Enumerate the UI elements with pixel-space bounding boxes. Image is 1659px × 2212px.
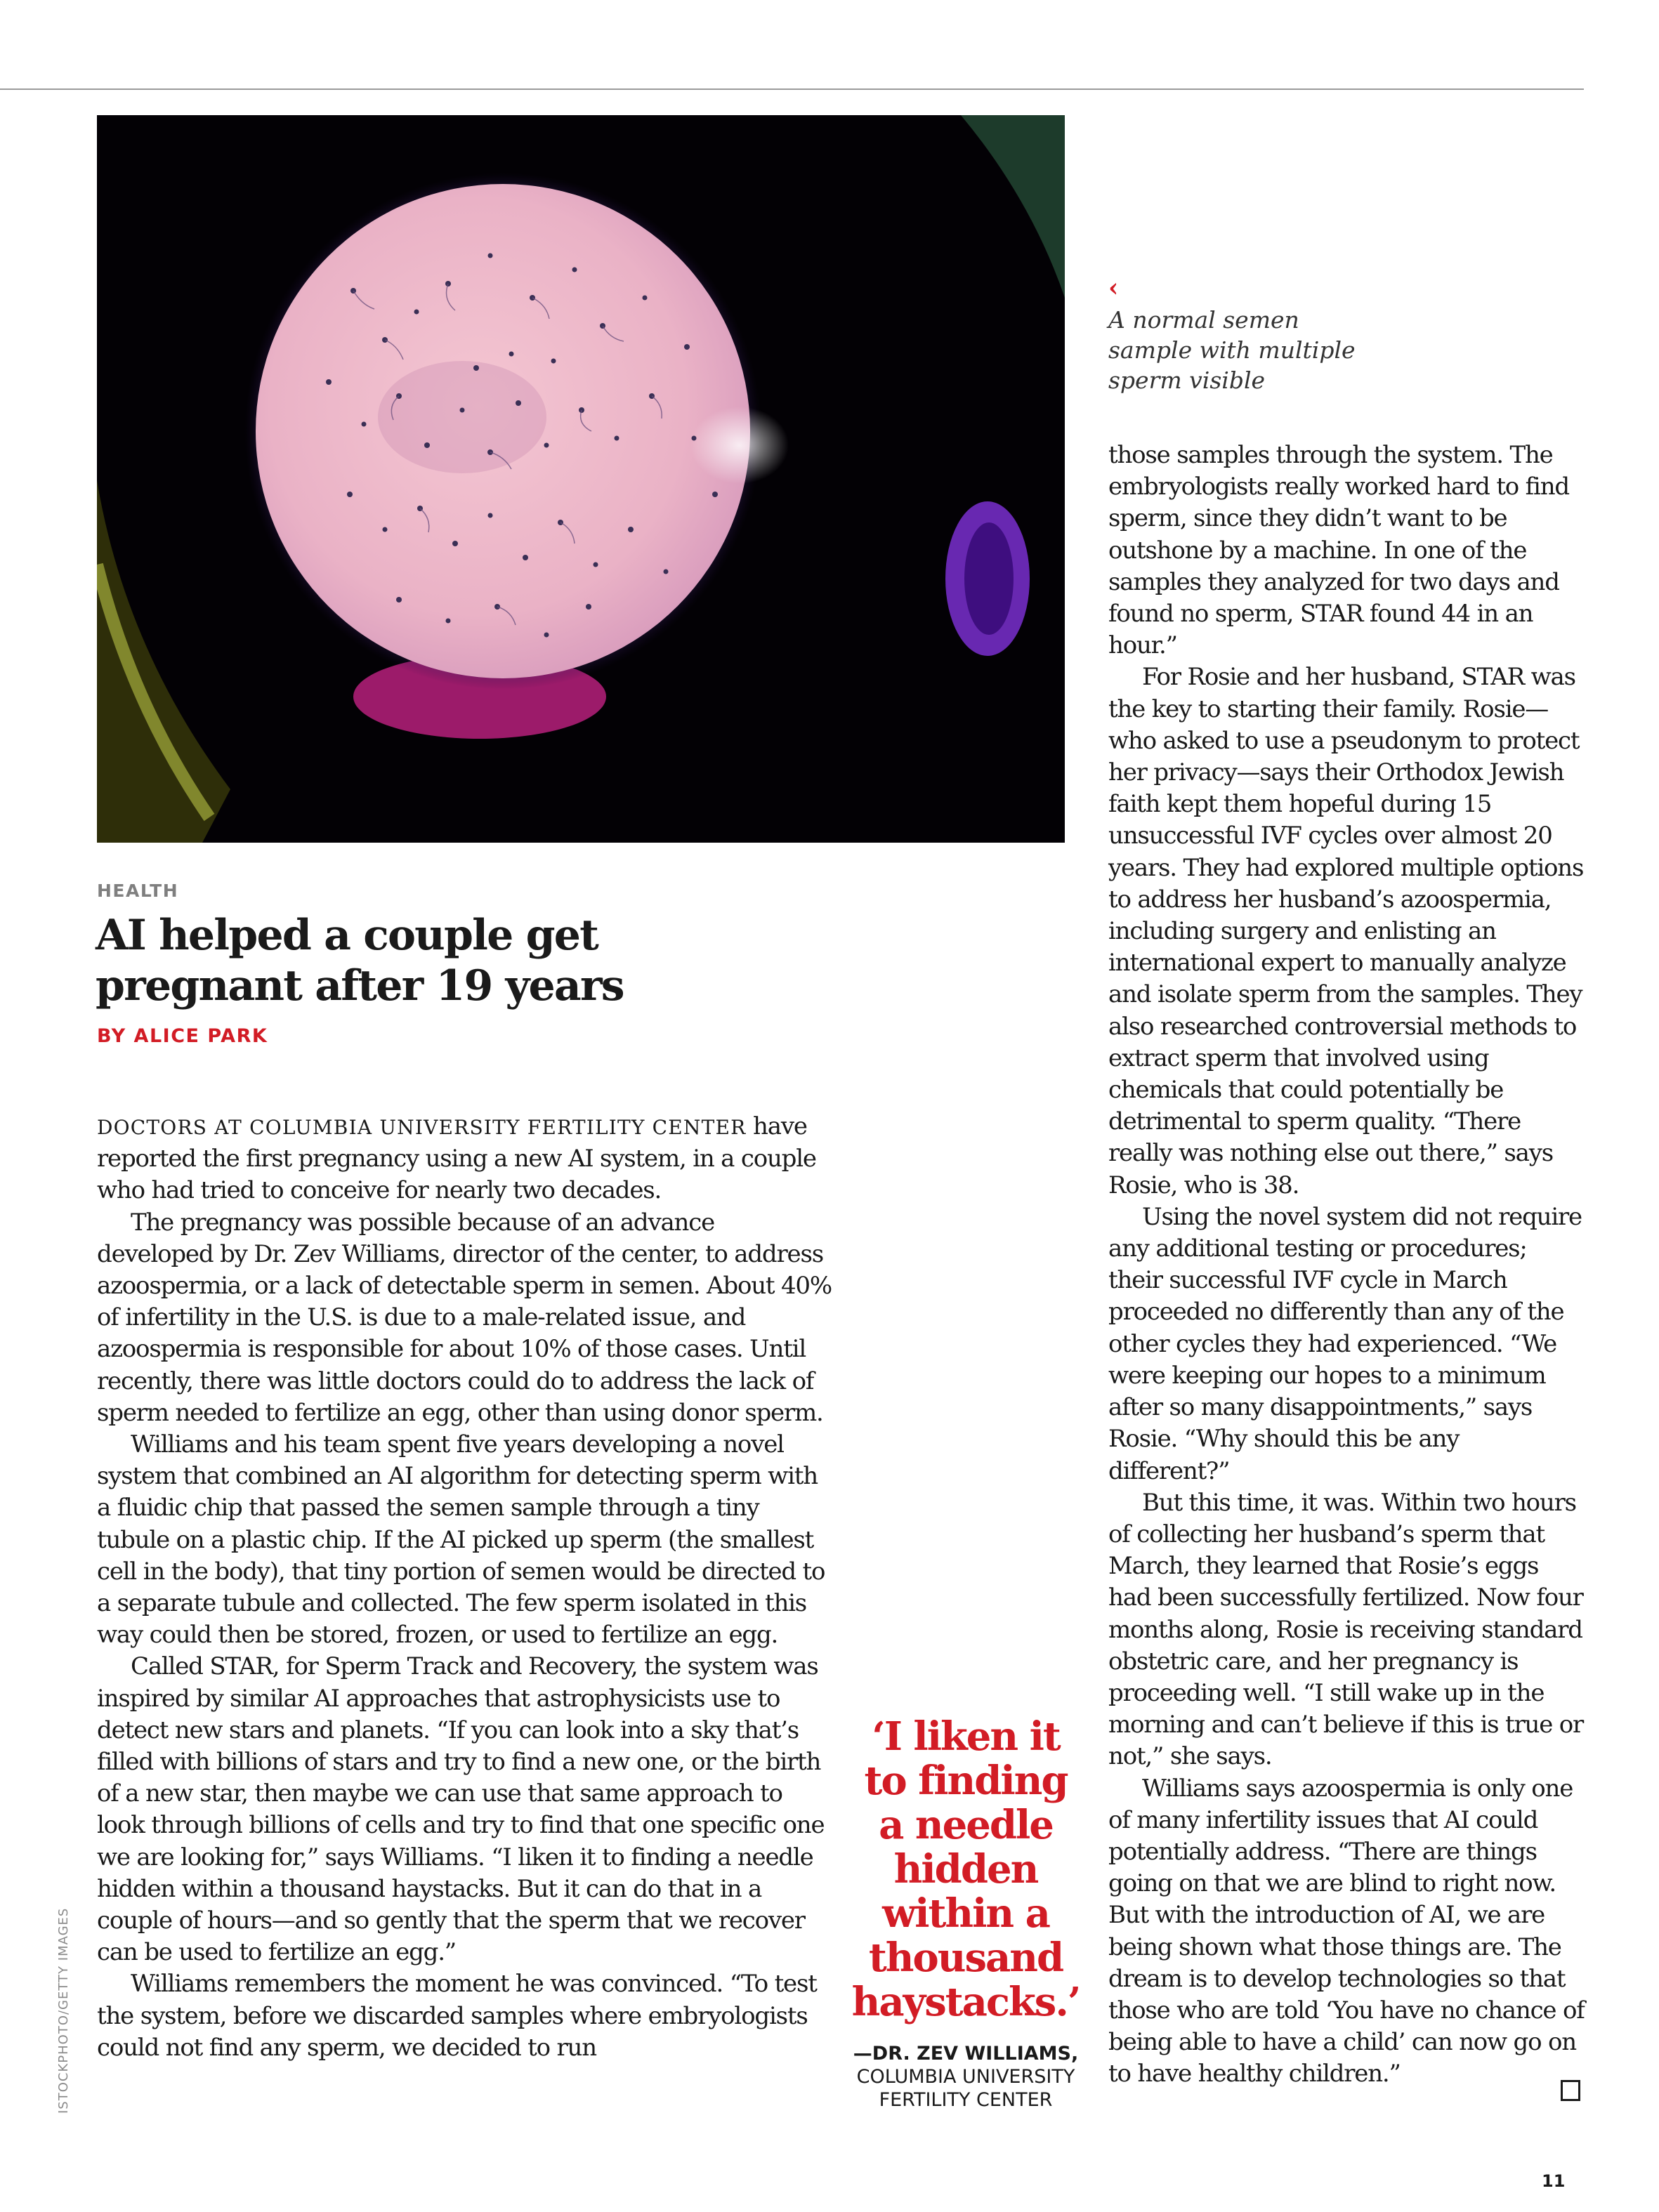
paragraph: For Rosie and her husband, STAR was the key to starting their family. Rosie—who asked to use a pseudonym to protect her privacy—says their Orthodox Jewish faith kept them hopeful during 15 unsuccessful IVF cycles over almost 20 years. They had explored multiple options to address her husband’s azoospermia, including surgery and enlisting an international expert to manually analyze and isolate sperm from the samples. They also researched controversial methods to extract sperm that involved using chemicals that could potentially be detrimental to sperm quality. “There really was nothing else out there,” says Rosie, who is 38. xyxy=(1108,663,1584,1199)
paragraph: The pregnancy was possible because of an advance developed by Dr. Zev Williams, director of the center, to address azoospermia, or a lack of detectable sperm in semen. About 40% of infertility in the U.S. is due to a male-related issue, and azoospermia is responsible for about 10% of those cases. Until recently, there was little doctors could do to address the lack of sperm needed to fertilize an egg, other than using donor sperm. xyxy=(97,1208,832,1427)
paragraph: Williams remembers the moment he was convinced. “To test the system, before we discarded samples where embryologists could not find any sperm, we decided to run xyxy=(97,1970,817,2062)
byline: BY ALICE PARK xyxy=(97,1025,268,1047)
pull-quote: ‘I liken it to finding a needle hidden within a thousand haystacks.’ xyxy=(851,1713,1080,2025)
photo-credit: ISTOCKPHOTO/GETTY IMAGES xyxy=(56,1907,71,2114)
pull-quote-attribution xyxy=(836,2042,1096,2112)
paragraph: those samples through the system. The embryologists really worked hard to find sperm, since they didn’t want to be outshone by a machine. In one of the samples they analyzed for two days and found no sperm, STAR found 44 in an hour.” xyxy=(1108,441,1569,660)
paragraph: Using the novel system did not require any additional testing or procedures; their successful IVF cycle in March proceeded no differently than any of the other cycles they had experienced. “We were keeping our hopes to a minimum after so many disappointments,” says Rosie. “Why should this be any different?” xyxy=(1108,1202,1582,1485)
microscope-photo xyxy=(97,115,1065,843)
paragraph: Williams says azoospermia is only one of many infertility issues that AI could potentially address. “There are things going on that we are blind to right now. But with the introduction of AI, we are being shown what those things are. The dream is to develop technologies so that those who are told ‘You have no chance of being able to have a child’ can now go on to have healthy children.” xyxy=(1108,1774,1585,2088)
paragraph: Williams and his team spent five years developing a novel system that combined an AI algorithm for detecting sperm with a fluidic chip that passed the semen sample through a tiny tubule on a plastic chip. If the AI picked up sperm (the smallest cell in the body), that tiny portion of semen would be directed to a separate tubule and collected. The few sperm isolated in this way could then be stored, frozen, or used to fertilize an egg. xyxy=(97,1430,825,1650)
paragraph: But this time, it was. Within two hours of collecting her husband’s sperm that March, they learned that Rosie’s eggs had been successfully fertilized. Now four months along, Rosie is receiving standard obstetric care, and her pregnancy is proceeding well. “I still wake up in the morning and can’t believe if this is true or not,” she says. xyxy=(1108,1488,1584,1771)
page-title: AI helped a couple get pregnant after 19 years xyxy=(96,911,624,1010)
photo-caption xyxy=(1108,274,1361,395)
lead-in: DOCTORS AT COLUMBIA UNIVERSITY FERTILITY CENTER xyxy=(97,1116,747,1139)
paragraph: Called STAR, for Sperm Track and Recovery, the system was inspired by similar AI approaches that astrophysicists use to detect new stars and planets. “If you can look into a sky that’s filled with billions of stars and try to find a new one, or the birth of a new star, then maybe we can use that same approach to look through billions of cells and try to find that one specific one we are looking for,” says Williams. “I liken it to finding a needle hidden within a thousand haystacks. But it can do that in a couple of hours—and so gently that the sperm that we recover can be used to fertilize an egg.” xyxy=(97,1652,825,1967)
chevron-left-icon: ‹ xyxy=(1108,273,1119,303)
section-label: HEALTH xyxy=(97,881,179,901)
article-column-right xyxy=(1108,440,1586,2091)
caption-text: A normal semen sample with multiple sperm visible xyxy=(1108,306,1356,394)
page-number: 11 xyxy=(1542,2171,1566,2191)
paragraph-text: have reported the first pregnancy using a new AI system, in a couple who had tried to conceive for nearly two decades. xyxy=(97,1112,816,1205)
end-square-icon xyxy=(1561,2080,1580,2101)
article-column-left xyxy=(97,1111,834,2064)
attribution-affiliation: COLUMBIA UNIVERSITY FERTILITY CENTER xyxy=(856,2066,1075,2111)
top-rule xyxy=(0,88,1584,90)
attribution-name: —DR. ZEV WILLIAMS, xyxy=(853,2043,1079,2065)
